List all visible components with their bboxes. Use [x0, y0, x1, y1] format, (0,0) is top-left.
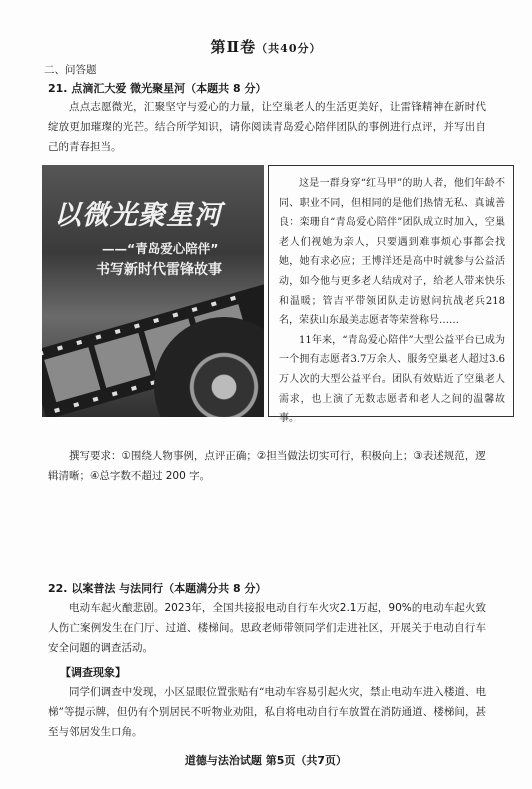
story-box: [268, 165, 514, 425]
question-21-intro: 点点志愿微光，汇聚坚守与爱心的力量，让空巢老人的生活更美好，让雷锋精神在新时代绽放更加璀璨的光芒。结合所学知识，请你阅读青岛爱心陪伴团队的事例进行点评，并写出自己的青春担当。: [48, 101, 486, 153]
survey-text: 同学们调查中发现，小区显眼位置张贴有“电动车容易引起火灾，禁止电动车进入楼道、电梯”等提示牌，但仍有个别居民不听物业劝阻，私自将电动自行车放置在消防通道、楼梯间，甚至与邻居发生口角。: [48, 686, 486, 738]
paper-title: [0, 36, 532, 57]
question-22-heading: 22. 以案普法 与法同行（本题满分共 8 分）: [48, 582, 267, 595]
question-21-heading: 21. 点滴汇大爱 微光聚星河（本题共 8 分）: [48, 82, 267, 95]
poster-subline: ——“青岛爱心陪伴”: [102, 241, 219, 256]
page-footer: 道德与法治试题 第5页（共7页）: [184, 754, 348, 767]
poster-headline: 以微光聚星河: [54, 200, 222, 231]
story-paragraph-1: 这是一群身穿“红马甲”的助人者，他们年龄不同、职业不同，但相同的是他们热情无私、真诚善良：栾珊自“青岛爱心陪伴”团队成立时加入，空巢老人们视她为亲人，只要遇到难事烦心事都会找她，她有求必应；王博洋还是高中时就参与公益活动，如今他与更多老人结成对子，给老人带来快乐和温暖；管吉平带领团队走访慰问抗战老兵218名，荣获山东最美志愿者等荣誉称号……: [279, 178, 505, 327]
paper-title-main: 第Ⅱ卷: [210, 38, 257, 56]
paper-title-score: （共40分）: [256, 42, 322, 55]
story-paragraph-2: 11年来，“青岛爱心陪伴”大型公益平台已成为一个拥有志愿者3.7万余人、服务空巢老人超过3.6万人次的大型公益平台。团队有效贴近了空巢老人需求，也上演了无数志愿者和老人之间的温馨故事。: [279, 334, 505, 425]
volunteer-poster-image: [42, 165, 264, 417]
survey-subheading: 【调查现象】: [60, 666, 126, 679]
writing-requirements: 撰写要求：①围绕人物事例，点评正确；②担当做法切实可行，积极向上；③表述规范，逻辑清晰；④总字数不超过 200 字。: [48, 450, 486, 482]
section-heading: 二、问答题: [44, 64, 97, 76]
poster-slogan: 书写新时代雷锋故事: [96, 262, 222, 278]
question-22-intro: 电动车起火酿悲剧。2023年，全国共接报电动自行车火灾2.1万起，90%的电动车起火致人伤亡案例发生在门厅、过道、楼梯间。思政老师带领同学们走进社区，开展关于电动自行车安全问题的调查活动。: [48, 602, 486, 654]
